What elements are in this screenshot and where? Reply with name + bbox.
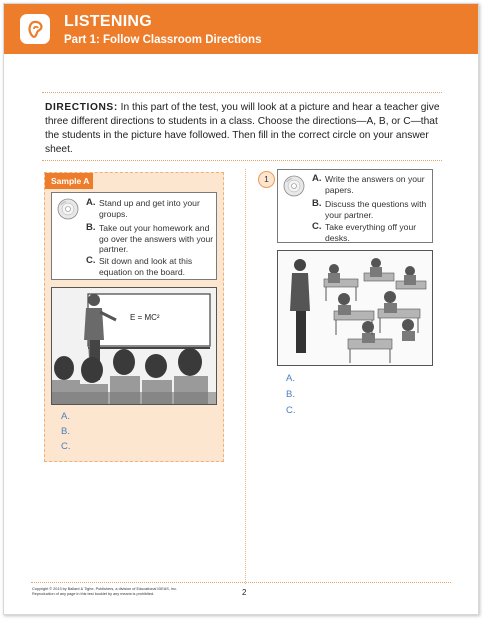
sample-a-panel	[44, 172, 224, 462]
sample-answer-a: A.	[61, 411, 70, 422]
question-1-classroom-illustration	[277, 250, 433, 366]
question-1-answer-a: A.	[286, 373, 295, 384]
ear-icon	[20, 14, 50, 44]
top-divider	[42, 92, 442, 93]
sample-answer-b: B.	[61, 426, 70, 437]
reproduction-line: Reproduction of any page in this test booklet by any means is prohibited.	[32, 592, 155, 596]
option-letter: A.	[86, 197, 96, 208]
option-text: Stand up and get into your groups.	[99, 198, 200, 219]
audio-cd-icon	[57, 198, 79, 220]
question-1-answer-b: B.	[286, 389, 295, 400]
section-title: LISTENING	[64, 13, 153, 30]
sample-tag: Sample A	[45, 173, 93, 189]
directions-divider	[42, 160, 442, 161]
question-number: 1	[258, 171, 275, 188]
board-equation: E = MC²	[130, 313, 160, 322]
option-text: Discuss the questions with your partner.	[325, 199, 427, 220]
sample-classroom-illustration	[51, 287, 217, 405]
copyright-line: Copyright © 2013 by Ballard & Tighe, Publishers, a division of Educational IDEAS, Inc.	[32, 587, 178, 591]
option-text: Take out your homework and go over the answers with your partner.	[99, 223, 214, 254]
section-header	[4, 4, 478, 54]
sample-options-box	[51, 192, 217, 280]
question-1-options-box	[277, 169, 433, 243]
directions-paragraph	[45, 101, 445, 157]
test-page	[3, 3, 479, 615]
option-letter: C.	[86, 255, 96, 266]
section-subtitle: Part 1: Follow Classroom Directions	[64, 34, 262, 46]
option-letter: A.	[312, 173, 322, 184]
question-1-option-b	[312, 199, 430, 220]
column-divider	[245, 169, 246, 584]
footer-divider	[31, 582, 451, 583]
option-letter: B.	[86, 222, 96, 233]
option-letter: C.	[312, 221, 322, 232]
sample-answer-c: C.	[61, 441, 71, 452]
copyright-notice	[32, 587, 177, 597]
option-text: Take everything off your desks.	[325, 222, 417, 243]
sample-option-a	[86, 198, 214, 219]
option-letter: B.	[312, 198, 322, 209]
directions-text: In this part of the test, you will look at a picture and hear a teacher give three different directions to students in a class. Choose the directions—A, B, or C—that the students in the picture have followed. Then fill in the correct circle on your answer sheet.	[45, 102, 440, 155]
option-text: Write the answers on your papers.	[325, 174, 425, 195]
audio-cd-icon	[283, 175, 305, 197]
question-1-option-c	[312, 222, 430, 243]
option-text: Sit down and look at this equation on the board.	[99, 256, 193, 277]
sample-option-b	[86, 223, 214, 255]
question-1-option-a	[312, 174, 430, 195]
sample-option-c	[86, 256, 214, 277]
question-1-answer-c: C.	[286, 405, 296, 416]
page-number: 2	[242, 588, 247, 597]
directions-label: DIRECTIONS:	[45, 102, 118, 113]
